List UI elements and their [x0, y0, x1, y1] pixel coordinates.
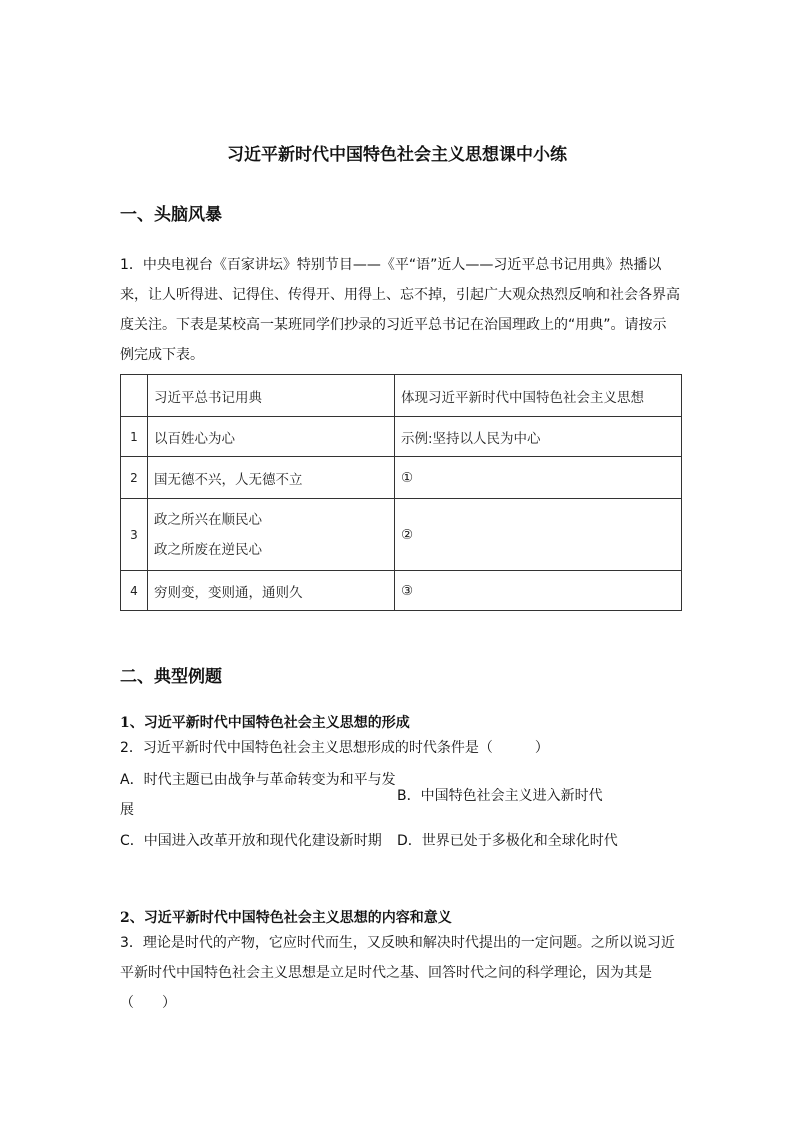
question-1-text	[120, 250, 680, 370]
section-heading-brainstorm: 一、头脑风暴	[120, 205, 222, 225]
row-number: 3	[121, 499, 148, 571]
row-quote	[148, 499, 395, 571]
option-d: D．世界已处于多极化和全球化时代	[397, 833, 618, 849]
row-quote: 穷则变，变则通，通则久	[148, 571, 395, 611]
quotes-table	[120, 374, 682, 611]
header-cell-thought: 体现习近平新时代中国特色社会主义思想	[395, 375, 682, 417]
row-number: 2	[121, 457, 148, 499]
row-answer: ③	[395, 571, 682, 611]
header-cell-num	[121, 375, 148, 417]
question-3-line: 平新时代中国特色社会主义思想是立足时代之基、回答时代之问的科学理论，因为其是	[120, 965, 652, 981]
option-c: C．中国进入改革开放和现代化建设新时期	[120, 833, 382, 849]
table-row	[121, 499, 682, 571]
row-quote-line: 政之所废在逆民心	[154, 541, 262, 558]
question-2-stem: 2．习近平新时代中国特色社会主义思想形成的时代条件是（ ）	[120, 740, 549, 756]
table-row	[121, 457, 682, 499]
question-1-line: 来，让人听得进、记得住、传得开、用得上、忘不掉，引起广大观众热烈反响和社会各界高	[120, 287, 680, 303]
table-row	[121, 417, 682, 457]
question-3-text	[120, 928, 680, 1018]
row-quote: 以百姓心为心	[148, 417, 395, 457]
subheading-formation: 1、习近平新时代中国特色社会主义思想的形成	[120, 715, 410, 731]
row-quote-line: 政之所兴在顺民心	[154, 511, 262, 528]
question-3-line: （ ）	[120, 995, 176, 1011]
question-1-line: 度关注。下表是某校高一某班同学们抄录的习近平总书记在治国理政上的“用典”。请按示	[120, 317, 667, 333]
header-cell-quote: 习近平总书记用典	[148, 375, 395, 417]
option-a-continued: 展	[120, 802, 134, 818]
row-quote: 国无德不兴，人无德不立	[148, 457, 395, 499]
subheading-content-significance: 2、习近平新时代中国特色社会主义思想的内容和意义	[120, 910, 452, 926]
table-row	[121, 571, 682, 611]
row-answer: ①	[395, 457, 682, 499]
section-heading-examples: 二、典型例题	[120, 667, 222, 687]
option-a: A．时代主题已由战争与革命转变为和平与发	[120, 772, 396, 788]
table-header-row	[121, 375, 682, 417]
row-number: 4	[121, 571, 148, 611]
question-1-line: 1．中央电视台《百家讲坛》特别节目——《平“语”近人——习近平总书记用典》热播以	[120, 257, 662, 273]
row-answer: 示例:坚持以人民为中心	[395, 417, 682, 457]
option-b: B．中国特色社会主义进入新时代	[397, 788, 603, 804]
page-title: 习近平新时代中国特色社会主义思想课中小练	[227, 145, 567, 165]
question-3-line: 3．理论是时代的产物，它应时代而生，又反映和解决时代提出的一定问题。之所以说习近	[120, 935, 675, 951]
question-1-line: 例完成下表。	[120, 347, 204, 363]
row-number: 1	[121, 417, 148, 457]
row-answer: ②	[395, 499, 682, 571]
